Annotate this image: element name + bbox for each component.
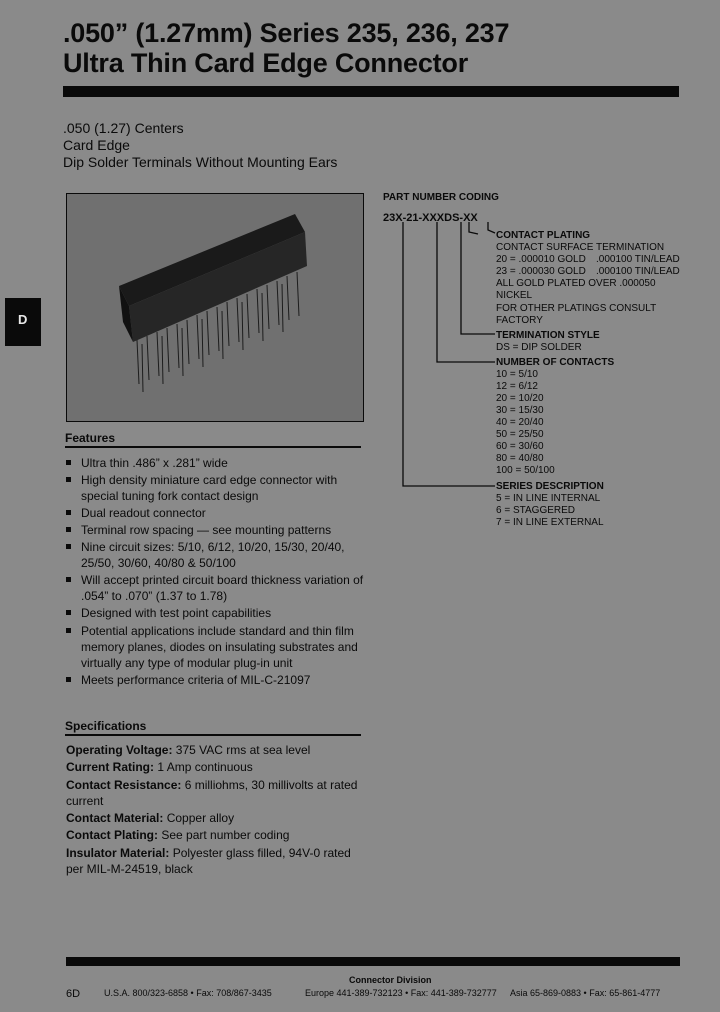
feature-item: Potential applications include standard and thin film memory planes, diodes on insulating substrates and virtually any type of modular plug-in unit (81, 624, 358, 670)
subtitle-card-edge: Card Edge (63, 137, 130, 153)
contacts-option: 80 = 40/80 (496, 453, 544, 464)
part-number-leader-lines (395, 222, 505, 492)
bullet-icon (66, 610, 71, 615)
contacts-option: 50 = 25/50 (496, 429, 544, 440)
feature-item: Dual readout connector (81, 506, 206, 520)
product-photo (66, 193, 364, 422)
contacts-option: 12 = 6/12 (496, 381, 538, 392)
plating-note: NICKEL (496, 290, 533, 301)
bullet-icon (66, 544, 71, 549)
spec-value: 375 VAC rms at sea level (175, 743, 311, 757)
feature-item: Terminal row spacing — see mounting patterns (81, 523, 332, 537)
contact-plating-heading: CONTACT PLATING (496, 230, 591, 241)
bullet-icon (66, 460, 71, 465)
bullet-icon (66, 477, 71, 482)
feature-item: High density miniature card edge connector with special tuning fork contact design (81, 473, 338, 503)
termination-style-value: DS = DIP SOLDER (496, 342, 582, 353)
title-rule (63, 86, 679, 97)
bullet-icon (66, 577, 71, 582)
plating-row-20-surface: 20 = .000010 GOLD (496, 254, 586, 265)
page-title-line-1: .050” (1.27mm) Series 235, 236, 237 (63, 18, 510, 48)
contacts-option: 40 = 20/40 (496, 417, 544, 428)
number-of-contacts-heading: NUMBER OF CONTACTS (496, 357, 615, 368)
contacts-option: 100 = 50/100 (496, 465, 555, 476)
feature-item: Meets performance criteria of MIL-C-21097 (81, 673, 311, 687)
footer-rule (66, 957, 680, 966)
series-option: 7 = IN LINE EXTERNAL (496, 517, 604, 528)
spec-current-rating (66, 759, 366, 775)
spec-value: 1 Amp continuous (157, 760, 253, 774)
subtitle-terminals: Dip Solder Terminals Without Mounting Ears (63, 154, 338, 170)
termination-style-heading: TERMINATION STYLE (496, 330, 600, 341)
subtitle-centers: .050 (1.27) Centers (63, 120, 184, 136)
feature-item: Will accept printed circuit board thickness variation of .054” to .070” (1.37 to 1.78) (81, 573, 364, 603)
spec-operating-voltage (66, 742, 366, 758)
footer-europe-contact: Europe 441-389-732123 • Fax: 441-389-732777 (305, 988, 497, 998)
plating-note: FOR OTHER PLATINGS CONSULT (496, 303, 657, 314)
spec-contact-plating (66, 827, 366, 843)
contact-surface-column: CONTACT SURFACE (496, 242, 594, 253)
section-tab-letter: D (18, 312, 28, 327)
contacts-option: 30 = 15/30 (496, 405, 544, 416)
part-number-heading: PART NUMBER CODING (383, 192, 499, 203)
footer-usa-contact: U.S.A. 800/323-6858 • Fax: 708/867-3435 (104, 988, 272, 998)
features-rule (65, 446, 361, 448)
spec-label: Operating Voltage: (66, 743, 173, 757)
footer-division: Connector Division (349, 975, 432, 985)
spec-label: Current Rating: (66, 760, 154, 774)
termination-column: TERMINATION (596, 242, 665, 253)
spec-value: See part number coding (161, 828, 290, 842)
spec-contact-resistance (66, 777, 366, 809)
bullet-icon (66, 527, 71, 532)
spec-label: Contact Material: (66, 811, 164, 825)
plating-row-20-termination: .000100 TIN/LEAD (596, 254, 680, 265)
spec-insulator-material (66, 845, 366, 877)
bullet-icon (66, 628, 71, 633)
spec-value: Copper alloy (166, 811, 235, 825)
part-number-code: 23X-21-XXXDS-XX (383, 212, 478, 224)
contacts-option: 60 = 30/60 (496, 441, 544, 452)
spec-label: Contact Plating: (66, 828, 158, 842)
specifications-rule (65, 734, 361, 736)
spec-value: Polyester glass filled, 94V-0 rated per MIL-M-24519, black (66, 846, 351, 876)
spec-label: Insulator Material: (66, 846, 170, 860)
plating-note: ALL GOLD PLATED OVER .000050 (496, 278, 656, 289)
spec-label: Contact Resistance: (66, 778, 182, 792)
spec-value: 6 milliohms, 30 millivolts at rated current (66, 778, 358, 808)
bullet-icon (66, 510, 71, 515)
bullet-icon (66, 677, 71, 682)
features-heading: Features (65, 431, 116, 445)
footer-page-number: 6D (66, 988, 81, 1000)
contacts-option: 20 = 10/20 (496, 393, 544, 404)
contacts-option: 10 = 5/10 (496, 369, 538, 380)
feature-item: Nine circuit sizes: 5/10, 6/12, 10/20, 15/30, 20/40, 25/50, 30/60, 40/80 & 50/100 (81, 540, 345, 570)
series-option: 5 = IN LINE INTERNAL (496, 493, 601, 504)
series-option: 6 = STAGGERED (496, 505, 576, 516)
section-tab (5, 298, 41, 346)
series-description-heading: SERIES DESCRIPTION (496, 481, 604, 492)
spec-contact-material (66, 810, 366, 826)
plating-row-23-surface: 23 = .000030 GOLD (496, 266, 586, 277)
feature-item: Ultra thin .486” x .281” wide (81, 456, 228, 470)
page-title-line-2: Ultra Thin Card Edge Connector (63, 48, 469, 78)
connector-illustration (67, 194, 363, 421)
plating-row-23-termination: .000100 TIN/LEAD (596, 266, 680, 277)
specifications-heading: Specifications (65, 719, 147, 733)
footer-asia-contact: Asia 65-869-0883 • Fax: 65-861-4777 (510, 988, 661, 998)
plating-note: FACTORY (496, 315, 543, 326)
feature-item: Designed with test point capabilities (81, 606, 272, 620)
